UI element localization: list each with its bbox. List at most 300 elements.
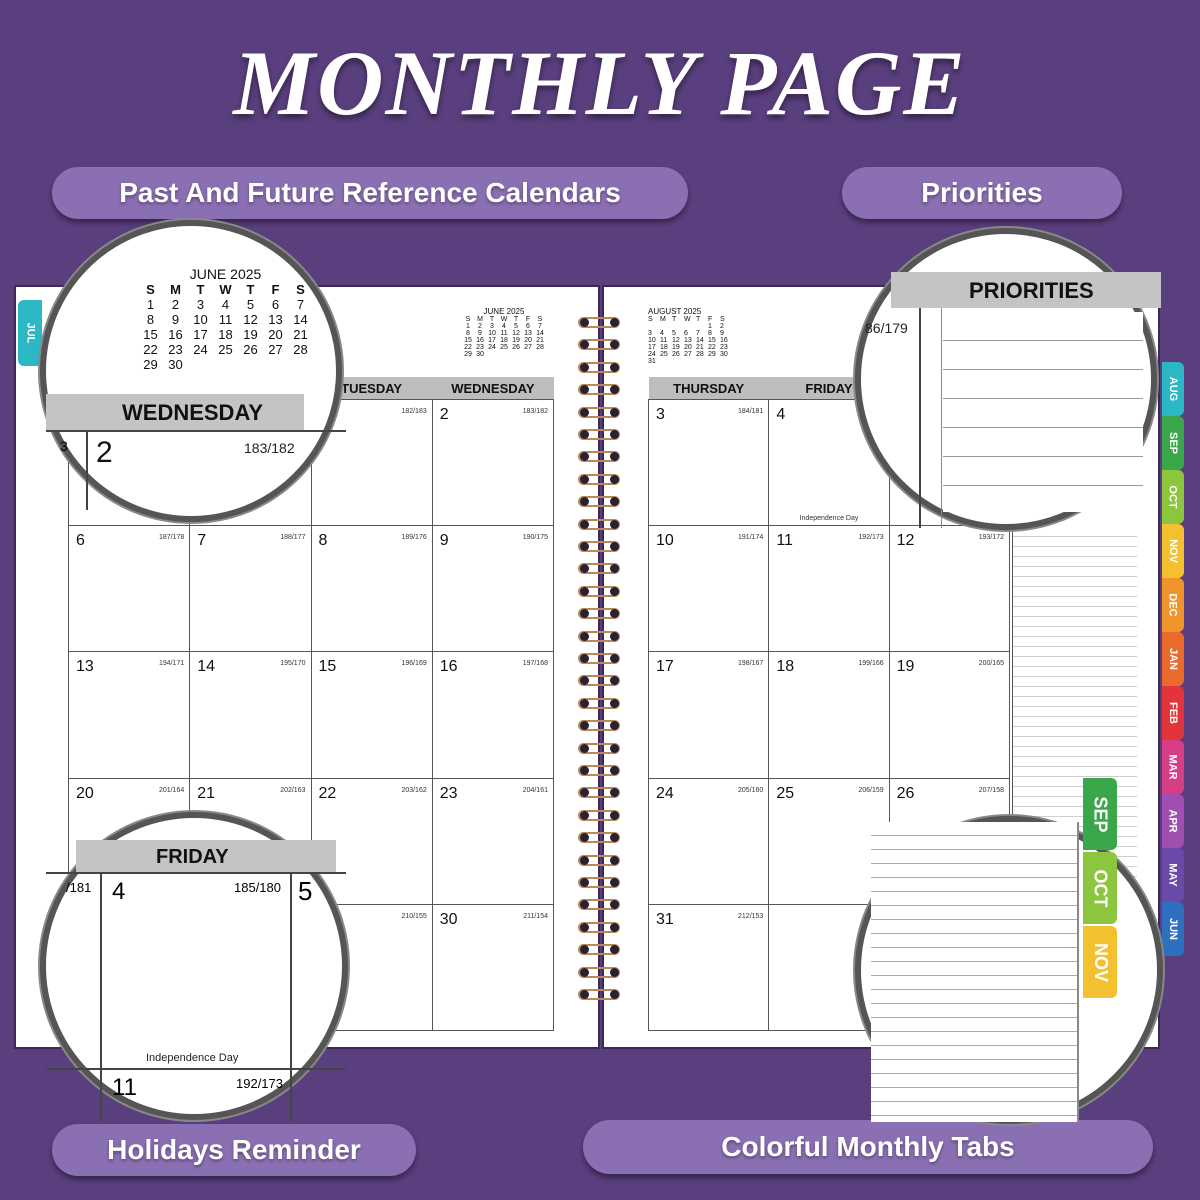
day-cell[interactable] [69,526,190,652]
zoom-friday-header: FRIDAY [156,846,229,868]
mini-day: 30 [476,351,484,358]
mini-day: 6 [271,297,280,312]
spiral-hole [580,430,589,439]
zoom-tab-sep[interactable] [1083,778,1117,850]
mini-day: 20 [524,337,532,344]
mini-day [672,358,684,365]
spiral-hole [610,430,619,439]
mini-day: 11 [660,337,668,344]
day-count: 195/170 [280,660,306,668]
day-cell[interactable] [69,652,190,778]
mini-day: 27 [684,351,692,358]
zoom-priorities-header: PRIORITIES [969,278,1094,303]
mini-day: 15 [143,327,158,342]
mini-day: 18 [218,327,233,342]
mini-day [648,323,660,330]
mini-day: 12 [512,330,520,337]
mini-day: 28 [536,344,544,351]
spiral-hole [610,520,619,529]
day-number: 19 [896,658,915,676]
mini-day: 13 [268,312,283,327]
tab-label: OCT [1167,485,1180,509]
mini-week-row [648,330,732,337]
mini-day [486,351,498,358]
day-count: 206/159 [858,786,884,794]
label-priorities: Priorities [842,167,1122,219]
mini-day [696,358,708,365]
tab-label: AUG [1167,376,1180,402]
spiral-hole [610,363,619,372]
day-number: 15 [318,658,337,676]
mini-day: 24 [648,351,656,358]
mini-day: 9 [478,330,482,337]
mini-day: 18 [660,344,668,351]
day-count: 197/168 [522,660,548,668]
mini-day: 10 [193,312,208,327]
mini-dow-label: S [146,282,155,297]
day-count: 183/182 [522,408,548,415]
mini-day: 25 [218,342,233,357]
week-row [69,526,554,652]
mini-dow-label: M [170,282,181,297]
day-number: 25 [776,784,795,802]
tab-dec[interactable] [1162,578,1184,632]
week-row [649,526,1010,652]
tab-label: DEC [1167,593,1180,617]
mini-day: 14 [536,330,544,337]
day-count: 190/175 [522,534,548,542]
mini-dow-label: M [477,316,483,323]
mini-day: 13 [684,337,692,344]
tab-label: OCT [1090,869,1111,907]
mini-dow-label: T [672,316,677,323]
day-cell[interactable] [769,652,889,778]
day-cell[interactable] [190,652,311,778]
mini-dow-label: W [684,316,691,323]
day-number: 12 [896,532,915,550]
spiral-hole [580,766,589,775]
spiral-hole [580,699,589,708]
tab-mar[interactable] [1162,740,1184,794]
zoom-wednesday-header: WEDNESDAY [122,400,263,425]
day-number: 6 [76,532,85,550]
zoom-day-count: 185/180 [234,880,281,895]
day-count: 212/153 [738,912,764,920]
mini-day: 30 [168,357,183,372]
spiral-hole [580,744,589,753]
day-count: 199/166 [858,660,884,668]
mini-day: 26 [512,344,520,351]
day-number: 14 [197,658,216,676]
mini-day: 10 [648,337,656,344]
day-number: 20 [76,784,94,802]
mini-day: 15 [708,337,716,344]
day-number: 31 [656,910,674,928]
spiral-hole [580,475,589,484]
day-count: 204/161 [522,786,548,794]
mini-dow-label: F [525,316,531,323]
mini-dow-label: F [708,316,713,323]
tab-label: JAN [1167,647,1180,671]
mini-day: 20 [268,327,283,342]
day-cell[interactable] [649,778,769,904]
mini-day: 28 [293,342,308,357]
weekday-header: THURSDAY [649,377,769,400]
spiral-hole [610,699,619,708]
mini-day [498,351,510,358]
spiral-hole [580,968,589,977]
spiral-hole [580,587,589,596]
zoom-day-number: 4 [112,878,126,905]
day-cell[interactable] [649,904,769,1030]
mini-day: 27 [524,344,532,351]
day-count: 189/176 [401,534,427,542]
mini-day: 11 [500,330,508,337]
tab-sep[interactable] [1162,416,1184,470]
day-cell[interactable] [311,652,432,778]
day-count: 198/167 [738,660,764,668]
mini-day: 16 [720,337,728,344]
zoom-colorful-tabs [855,795,1163,1124]
mini-day [238,357,263,372]
mini-week-row [462,344,546,351]
spiral-hole [610,542,619,551]
mini-day: 19 [672,344,680,351]
tab-label: FEB [1167,702,1179,724]
mini-dow-label: W [219,282,232,297]
mini-dow-label: T [246,282,255,297]
day-count: 193/172 [978,534,1004,542]
mini-calendar-title: JUNE 2025 [483,307,525,316]
spiral-hole [610,990,619,999]
day-count: 184/181 [738,408,764,415]
mini-dow-label: F [271,282,280,297]
mini-day: 1 [466,323,470,330]
day-count: 211/154 [523,912,548,920]
zoom-tab-oct[interactable] [1083,852,1117,924]
mini-day: 2 [171,297,180,312]
day-count: 188/177 [280,534,306,542]
tab-nov[interactable] [1162,524,1184,578]
mini-day [696,323,708,330]
day-number: 13 [76,658,94,676]
mini-calendar-june [462,307,546,358]
mini-day: 6 [684,330,688,337]
zoom-reference-calendar [40,220,342,522]
mini-day: 15 [464,337,472,344]
mini-day: 3 [490,323,494,330]
mini-day [660,358,672,365]
mini-day: 8 [146,312,155,327]
mini-day [263,357,288,372]
day-count: 194/171 [158,660,185,668]
spiral-hole [610,744,619,753]
mini-day: 21 [293,327,308,342]
mini-day: 20 [684,344,692,351]
zoom-lines [871,822,1077,1122]
spiral-hole [580,856,589,865]
weekday-header: TUESDAY [311,377,432,400]
mini-day: 29 [464,351,472,358]
day-cell[interactable] [432,778,553,904]
mini-week-row [138,297,313,312]
mini-calendar-title: AUGUST 2025 [648,307,702,316]
spiral-hole [580,811,589,820]
mini-week-row [462,351,546,358]
spiral-hole [580,520,589,529]
mini-day: 4 [502,323,506,330]
mini-week-row [138,342,313,357]
day-cell[interactable] [432,652,553,778]
zoom-day-number: 2 [96,436,113,469]
zoom-prev-count: /181 [66,880,92,895]
spiral-hole [610,318,619,327]
zoom-priorities-lines [943,312,1143,512]
mini-week-row [138,312,313,327]
mini-day [684,323,696,330]
zoom-day-count: 183/182 [244,440,295,456]
tab-jun[interactable] [1162,902,1184,956]
zoom-holiday-name: Independence Day [146,1052,239,1064]
day-number: 18 [776,658,795,676]
mini-dow-label: T [489,316,495,323]
label-colorful-monthly-tabs: Colorful Monthly Tabs [583,1120,1153,1174]
spiral-hole [610,923,619,932]
mini-day [510,351,522,358]
spiral-hole [610,475,619,484]
day-number: 10 [656,532,674,550]
day-number: 11 [776,532,793,550]
zoom-mini-title: JUNE 2025 [189,266,262,282]
zoom-day2-number: 11 [112,1074,137,1101]
tab-label: APR [1167,809,1180,833]
mini-dow-label: S [465,316,471,323]
day-cell[interactable] [649,526,769,652]
mini-dow-label: T [513,316,519,323]
mini-week-row [648,351,732,358]
mini-day: 17 [488,337,496,344]
day-number: 2 [439,406,449,423]
tab-label: NOV [1090,942,1111,982]
mini-day: 9 [171,312,180,327]
day-count: 187/178 [158,534,185,542]
tab-apr[interactable] [1162,794,1184,848]
tab-label: JUN [1167,917,1180,941]
day-cell[interactable] [649,400,769,526]
day-count: 210/155 [401,912,427,920]
mini-day: 5 [514,323,518,330]
mini-dow-label: M [660,316,666,323]
mini-day [720,358,732,365]
day-count: 192/173 [858,534,884,542]
mini-day: 4 [221,297,230,312]
day-cell[interactable] [432,526,553,652]
mini-day: 23 [720,344,728,351]
mini-dow-label: W [500,316,508,323]
spiral-hole [580,990,589,999]
day-cell[interactable] [649,652,769,778]
mini-day: 16 [476,337,484,344]
zoom-holidays [40,812,348,1120]
spiral-hole [580,363,589,372]
mini-day: 3 [648,330,652,337]
mini-day: 8 [708,330,712,337]
mini-day: 19 [512,337,520,344]
day-cell[interactable] [889,526,1009,652]
mini-day: 26 [672,351,680,358]
spiral-hole [610,587,619,596]
day-number: 9 [439,532,449,550]
tab-feb[interactable] [1162,686,1184,740]
spiral-hole [580,654,589,663]
spiral-hole [580,878,589,887]
tab-label: SEP [1167,431,1180,455]
tab-label: MAY [1167,863,1179,887]
zoom-priorities [855,228,1157,530]
day-number: 22 [318,784,337,802]
mini-day: 3 [196,297,205,312]
day-cell[interactable] [311,526,432,652]
mini-day: 25 [500,344,508,351]
mini-day: 14 [696,337,704,344]
mini-day: 1 [708,323,712,330]
mini-day: 7 [696,330,700,337]
mini-week-row [138,327,313,342]
mini-day: 26 [243,342,258,357]
day-cell[interactable] [769,526,889,652]
tab-label: NOV [1167,539,1179,563]
zoom-prev-day: 3 [60,438,68,454]
mini-week-row [462,330,546,337]
mini-day [534,351,546,358]
mini-day: 2 [478,323,482,330]
spiral-hole [610,968,619,977]
spiral-hole [580,923,589,932]
mini-day: 21 [536,337,544,344]
week-row [649,652,1010,778]
mini-day: 27 [268,342,283,357]
zoom-day2-count: 192/173 [236,1076,283,1091]
mini-day: 7 [538,323,542,330]
day-number: 8 [318,532,328,550]
mini-day: 25 [660,351,668,358]
page-title: MONTHLY PAGE [233,32,967,134]
mini-day [288,357,313,372]
spiral-hole [580,632,589,641]
mini-day [213,357,238,372]
mini-week-row [648,344,732,351]
spiral-hole [610,766,619,775]
day-number: 3 [656,406,665,423]
day-number: 17 [656,658,674,676]
mini-dow-label: T [196,282,205,297]
mini-dow-label: S [648,316,653,323]
mini-day: 12 [672,337,680,344]
mini-day [660,323,672,330]
day-number: 30 [439,910,458,928]
mini-dow-label: T [696,316,701,323]
mini-day: 21 [696,344,704,351]
mini-day [672,323,684,330]
day-cell[interactable] [432,904,553,1030]
day-count: 200/165 [978,660,1004,668]
weekday-header: WEDNESDAY [432,377,553,400]
day-count: 201/164 [158,786,185,794]
mini-week-row [138,357,313,372]
mini-calendar-august [648,307,732,365]
tab-aug[interactable] [1162,362,1184,416]
zoom-next-day: 5 [298,876,313,906]
tab-jul[interactable]: JUL [18,300,42,366]
mini-week-row [648,337,732,344]
mini-day [522,351,534,358]
mini-day: 29 [143,357,158,372]
mini-day: 19 [243,327,258,342]
day-cell[interactable] [432,400,553,526]
mini-day: 1 [146,297,155,312]
mini-week-row [648,323,732,330]
label-reference-calendars: Past And Future Reference Calendars [52,167,688,219]
day-number: 4 [776,406,786,423]
mini-day: 22 [464,344,472,351]
mini-day: 28 [696,351,704,358]
mini-day: 14 [293,312,308,327]
mini-day [684,358,696,365]
mini-day: 31 [648,358,656,365]
day-number: 23 [439,784,458,802]
mini-day: 18 [500,337,508,344]
tab-oct[interactable] [1162,470,1184,524]
zoom-priorities-count: 86/179 [865,320,908,336]
mini-day: 2 [720,323,724,330]
mini-day: 6 [526,323,530,330]
spiral-hole [580,408,589,417]
mini-day: 30 [720,351,728,358]
tab-jan[interactable] [1162,632,1184,686]
tab-may[interactable] [1162,848,1184,902]
day-count: 205/160 [738,786,764,794]
mini-week-row [462,337,546,344]
mini-dow-label: S [720,316,725,323]
day-count: 203/162 [401,786,427,794]
spiral-hole [610,654,619,663]
zoom-tab-nov[interactable] [1083,926,1117,998]
mini-day: 16 [168,327,183,342]
mini-day: 13 [524,330,532,337]
day-cell[interactable] [889,652,1009,778]
weekday-header: FRIDAY [769,377,889,400]
mini-day: 17 [648,344,656,351]
day-cell[interactable] [190,526,311,652]
spiral-hole [610,878,619,887]
mini-dow-label: S [537,316,543,323]
mini-day: 9 [720,330,724,337]
mini-dow-label: S [296,282,305,297]
mini-day: 22 [708,344,716,351]
tab-label: SEP [1090,795,1111,833]
spiral-hole [580,318,589,327]
spiral-hole [610,856,619,865]
mini-day: 17 [193,327,208,342]
spiral-hole [610,632,619,641]
mini-day: 24 [193,342,208,357]
mini-day: 4 [660,330,664,337]
spiral-hole [580,542,589,551]
mini-day: 22 [143,342,158,357]
week-row [69,652,554,778]
mini-day: 8 [466,330,470,337]
label-holidays-reminder: Holidays Reminder [52,1124,416,1176]
